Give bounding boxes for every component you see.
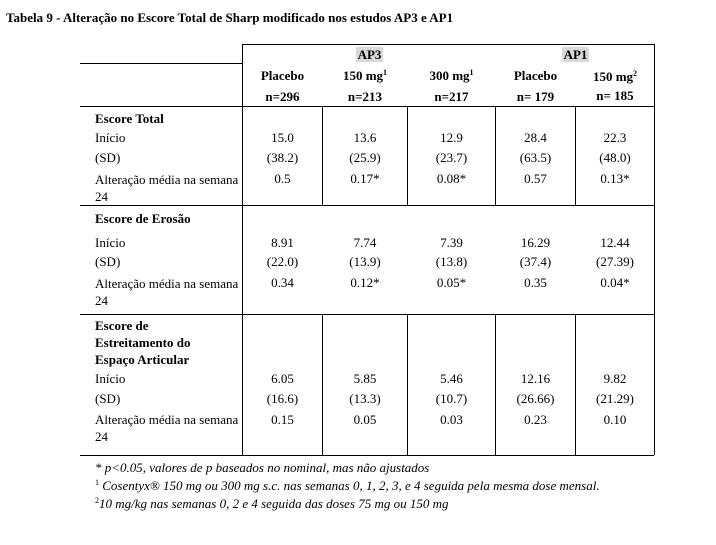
table-cell: (38.2) bbox=[266, 150, 299, 165]
table-cell: (10.7) bbox=[435, 391, 468, 406]
rule-header-left bbox=[80, 63, 242, 64]
table-cell: 12.16 bbox=[520, 371, 551, 386]
column-header: 150 $mg^2$ n= 185 bbox=[592, 69, 638, 103]
table-cell: (37.4) bbox=[519, 254, 552, 269]
row-label: Início bbox=[95, 235, 126, 250]
table-cell: (13.3) bbox=[349, 391, 381, 406]
table-cell: 12.9 bbox=[440, 130, 463, 145]
row-label: Início bbox=[95, 130, 126, 145]
table-cell: 0.04* bbox=[600, 275, 630, 290]
table-cell: 0.03 bbox=[440, 412, 463, 427]
row-label: Início bbox=[95, 371, 126, 386]
table-cell: (21.29) bbox=[596, 391, 634, 406]
footnotes bbox=[95, 459, 635, 513]
table-cell: 0.5 bbox=[274, 171, 291, 186]
table-cell: (13.8) bbox=[435, 254, 468, 269]
table-cell: (26.66) bbox=[516, 391, 555, 406]
rule-table-bottom bbox=[80, 455, 654, 456]
footnote: $^2$10 mg/kg nas semanas 0, 2 e 4 seguida das doses 75 mg ou 150 mg bbox=[95, 496, 449, 511]
table-cell: 0.05 bbox=[353, 412, 377, 427]
table-cell: 15.0 bbox=[271, 130, 294, 145]
rule-section-1 bbox=[80, 205, 654, 206]
group-header-ap3: AP3 bbox=[357, 47, 382, 62]
column-header: 300 $mg^1$ n=217 bbox=[429, 68, 474, 104]
table-cell: 0.17* bbox=[350, 171, 380, 186]
table-cell: 0.12* bbox=[350, 275, 380, 290]
row-label: (SD) bbox=[95, 150, 121, 165]
table-cell: (22.0) bbox=[266, 254, 299, 269]
section-title: Escore de Erosão bbox=[95, 211, 191, 226]
table-cell: 7.39 bbox=[440, 235, 463, 250]
row-label: Alteração média na semana 24 bbox=[95, 172, 239, 204]
table-cell: 0.08* bbox=[436, 171, 467, 186]
footnote: $^1$ Cosentyx® 150 mg ou 300 mg s.c. nas semanas 0, 1, 2, 3, e 4 seguida pela mesma dose mensal. bbox=[95, 478, 600, 493]
group-header-ap1: AP1 bbox=[563, 47, 588, 62]
table-cell: 12.44 bbox=[600, 235, 630, 250]
row-label: (SD) bbox=[95, 254, 121, 269]
table-cell: 0.15 bbox=[271, 412, 294, 427]
table-cell: 0.23 bbox=[524, 412, 547, 427]
table-cell: (27.39) bbox=[596, 254, 634, 269]
table-cell: 7.74 bbox=[353, 235, 377, 250]
table-cell: 5.85 bbox=[353, 371, 377, 386]
column-header: Placebo n=296 bbox=[260, 68, 305, 104]
table-cell: 0.35 bbox=[524, 275, 547, 290]
table-cell: 0.13* bbox=[600, 171, 630, 186]
table-cell: 0.10 bbox=[603, 412, 627, 427]
column-header: Placebo n= 179 bbox=[513, 68, 558, 104]
table-cell: 22.3 bbox=[603, 130, 627, 145]
table-cell: (63.5) bbox=[519, 150, 552, 165]
table-cell: (16.6) bbox=[266, 391, 299, 406]
table-cell: 9.82 bbox=[603, 371, 627, 386]
table-cell: 13.6 bbox=[353, 130, 377, 145]
section-title: Escore Total bbox=[95, 111, 164, 126]
row-label: Alteração média na semana 24 bbox=[95, 276, 239, 308]
table-cell: 8.91 bbox=[271, 235, 294, 250]
table-cell: 0.34 bbox=[271, 275, 294, 290]
footnote: * p<0.05, valores de p baseados no nominal, mas não ajustados bbox=[95, 460, 430, 475]
section-title: Escore de Estreitamento do Espaço Articular bbox=[95, 318, 191, 367]
row-label: Alteração média na semana 24 bbox=[95, 412, 239, 444]
table-cell: 0.57 bbox=[524, 171, 547, 186]
table-cell: 5.46 bbox=[440, 371, 463, 386]
table-cell: (23.7) bbox=[435, 150, 468, 165]
table-cell: 0.05* bbox=[436, 275, 467, 290]
table-cell: (13.9) bbox=[349, 254, 381, 269]
table-cell: (25.9) bbox=[349, 150, 381, 165]
rule-section-2 bbox=[80, 314, 654, 315]
table-cell: 6.05 bbox=[271, 371, 294, 386]
table-cell: (48.0) bbox=[599, 150, 631, 165]
rule-top bbox=[242, 44, 654, 45]
table-cell: 28.4 bbox=[524, 130, 547, 145]
table-title: Tabela 9 - Alteração no Escore Total de Sharp modificado nos estudos AP3 e AP1 bbox=[6, 10, 454, 25]
row-label: (SD) bbox=[95, 391, 121, 406]
rule-right bbox=[654, 44, 655, 455]
column-header: 150 $mg^1$ n=213 bbox=[342, 68, 388, 104]
table-cell: 16.29 bbox=[520, 235, 551, 250]
